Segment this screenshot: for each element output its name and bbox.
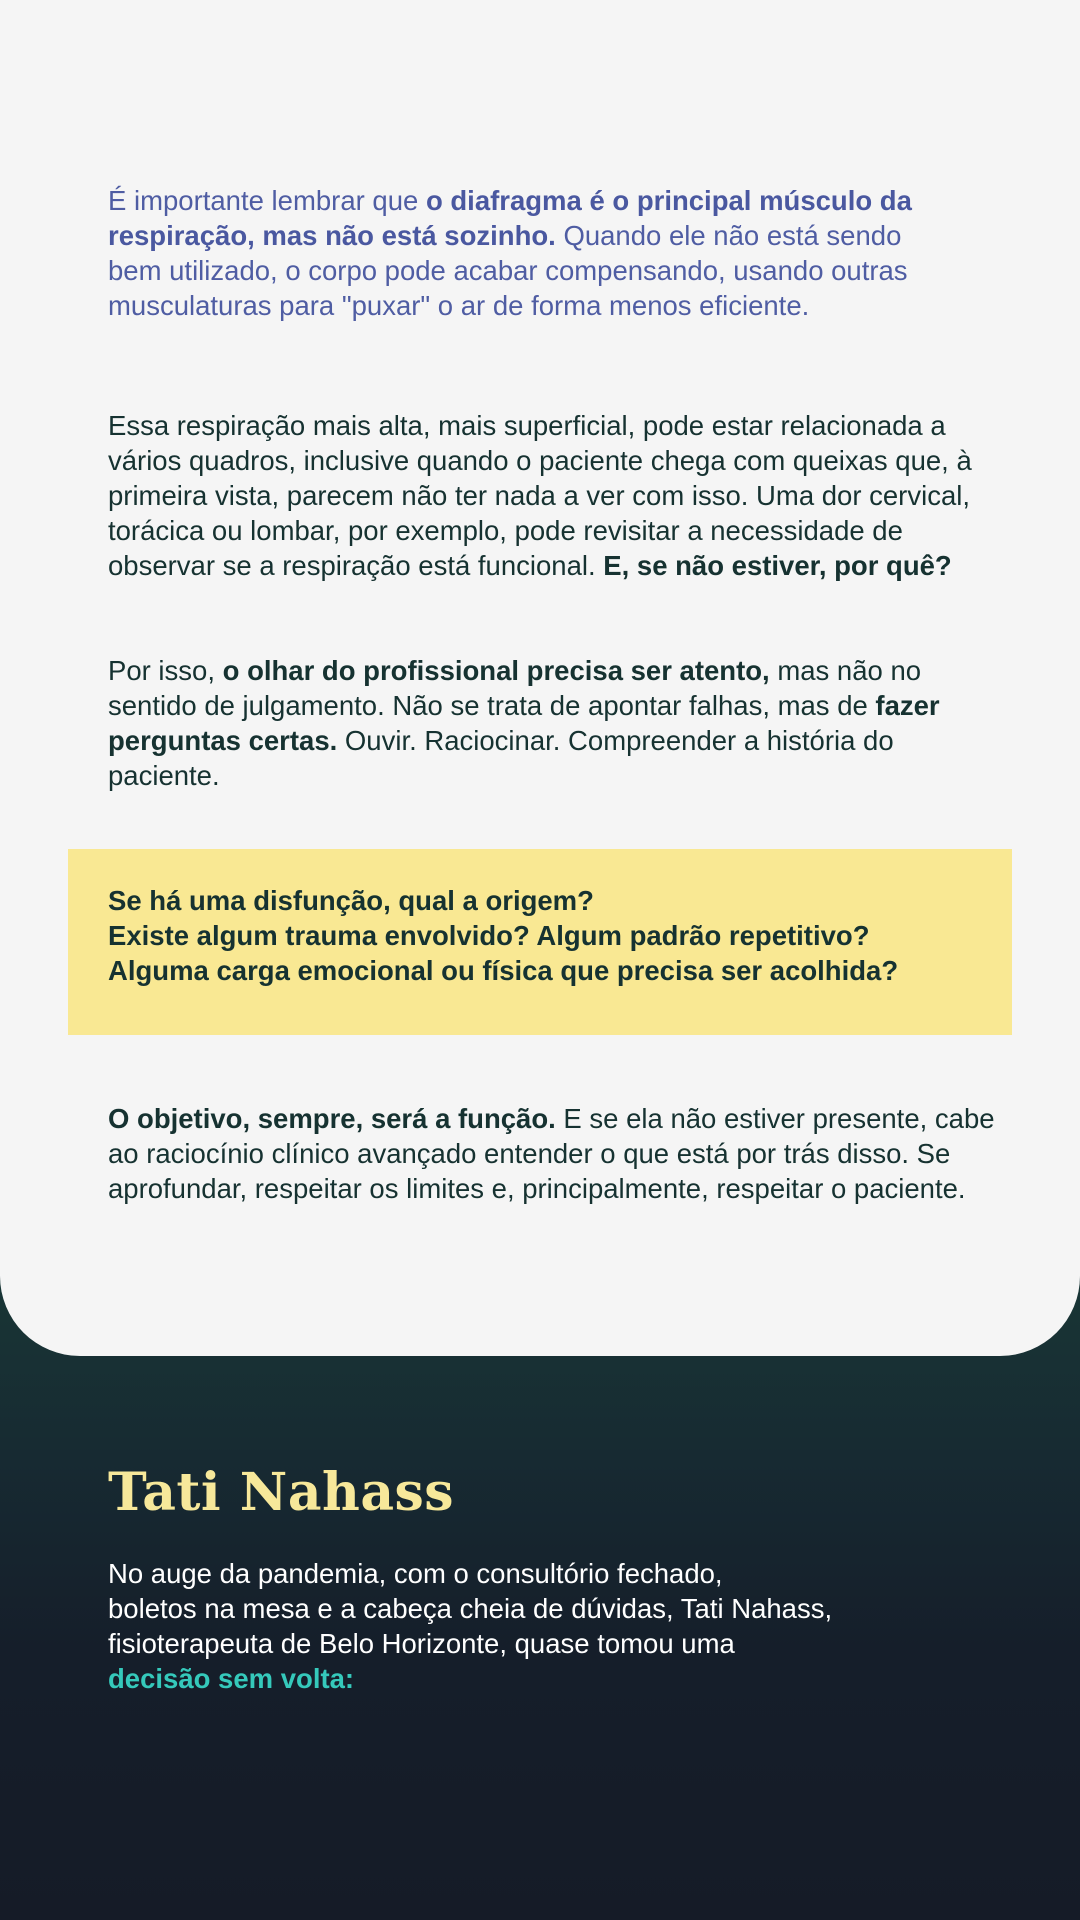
professional-look-middle: mas não no sentido de julgamento. Não se trata de apontar falhas, mas de xyxy=(108,655,922,721)
author-name-heading: Tati Nahass xyxy=(108,1462,455,1523)
callout-question-1: Se há uma disfunção, qual a origem? xyxy=(108,885,594,916)
professional-look-paragraph xyxy=(108,653,948,793)
function-paragraph-rest: E se ela não estiver presente, cabe ao raciocínio clínico avançado entender o que está por trás disso. Se aprofundar, respeitar os limites e, principalmente, respeitar o paciente. xyxy=(108,1103,995,1204)
diaphragm-paragraph-bold: o diafragma é o principal músculo da respiração, mas não está sozinho. xyxy=(108,185,912,251)
professional-look-bold-1: o olhar do profissional precisa ser atento, xyxy=(222,655,770,686)
callout-question-2: Existe algum trauma envolvido? Algum padrão repetitivo? xyxy=(108,920,870,951)
questions-callout xyxy=(68,849,1012,1035)
diaphragm-paragraph-intro: É importante lembrar que xyxy=(108,185,426,216)
questions-callout-text xyxy=(108,883,898,988)
author-bio xyxy=(108,1556,968,1696)
function-paragraph-bold: O objetivo, sempre, será a função. xyxy=(108,1103,556,1134)
callout-question-3: Alguma carga emocional ou física que precisa ser acolhida? xyxy=(108,955,899,986)
diaphragm-paragraph xyxy=(108,183,948,323)
author-bio-line-3: fisioterapeuta de Belo Horizonte, quase tomou uma xyxy=(108,1628,735,1659)
professional-look-rest: Ouvir. Raciocinar. Compreender a história do paciente. xyxy=(108,725,894,791)
author-bio-line-1: No auge da pandemia, com o consultório fechado, xyxy=(108,1558,723,1589)
breathing-paragraph-question: E, se não estiver, por quê? xyxy=(603,550,952,581)
professional-look-intro: Por isso, xyxy=(108,655,223,686)
breathing-paragraph-text: Essa respiração mais alta, mais superficial, pode estar relacionada a vários quadros, inclusive quando o paciente chega com queixas que, à primeira vista, parecem não ter nada a ver com isso. Uma dor cervical, torácica ou lombar, por exemplo, pode revisitar a necessidade de observar se a respiração está funcional. xyxy=(108,410,972,581)
professional-look-bold-2: fazer perguntas certas. xyxy=(108,690,940,756)
function-paragraph xyxy=(108,1101,1018,1206)
breathing-paragraph xyxy=(108,408,988,583)
author-bio-line-2: boletos na mesa e a cabeça cheia de dúvidas, Tati Nahass, xyxy=(108,1593,833,1624)
author-bio-highlight: decisão sem volta: xyxy=(108,1663,355,1694)
diaphragm-paragraph-rest: Quando ele não está sendo bem utilizado, o corpo pode acabar compensando, usando outras musculaturas para "puxar" o ar de forma menos eficiente. xyxy=(108,220,908,321)
